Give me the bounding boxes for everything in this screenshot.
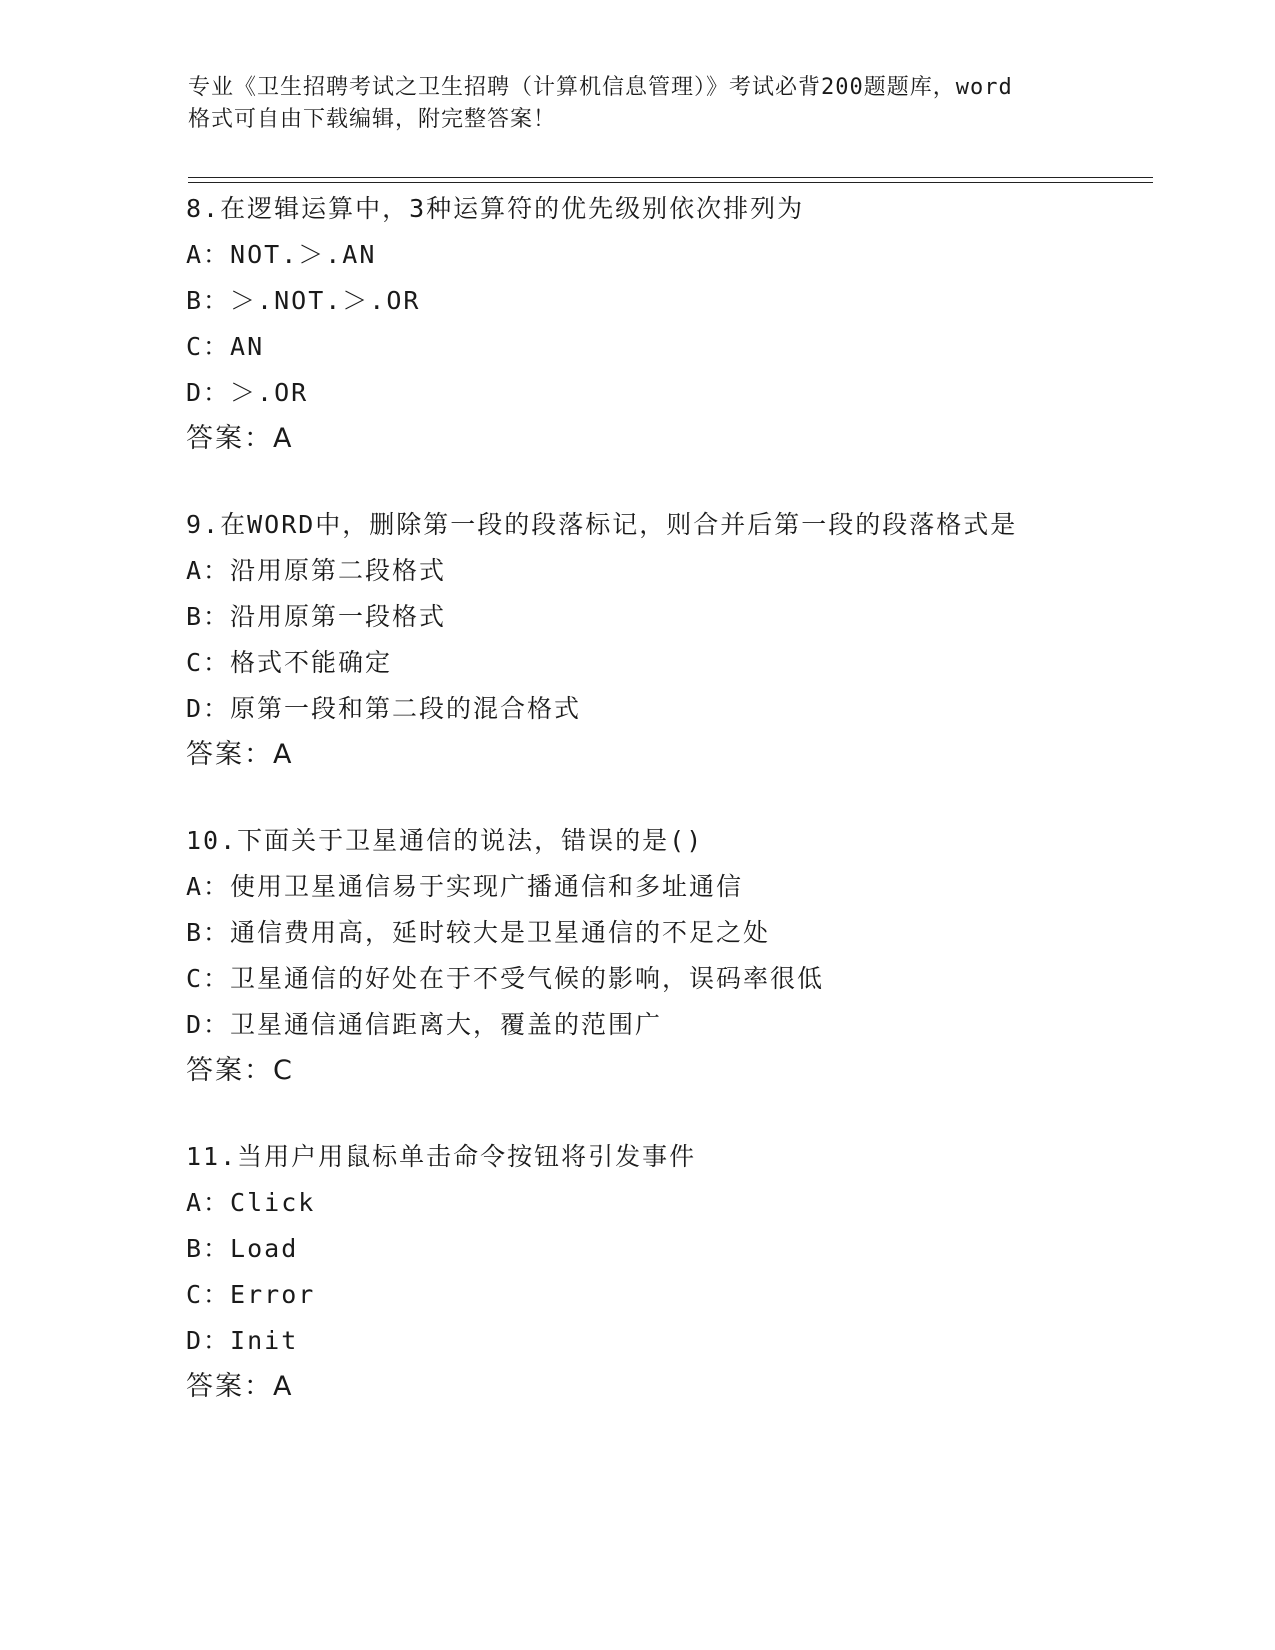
- option-a: A：使用卫星通信易于实现广播通信和多址通信: [186, 872, 744, 901]
- question-stem: 9.在WORD中，删除第一段的段落标记，则合并后第一段的段落格式是: [186, 510, 1018, 539]
- answer-label: 答案：: [186, 423, 273, 454]
- question-10: [186, 818, 1186, 1094]
- answer-value: A: [273, 423, 292, 454]
- answer-label: 答案：: [186, 1055, 273, 1086]
- answer-label: 答案：: [186, 739, 273, 770]
- header-divider-bottom: [188, 182, 1153, 183]
- option-b: B：Load: [186, 1234, 299, 1263]
- header-line-2: 格式可自由下载编辑，附完整答案！: [188, 107, 557, 132]
- option-b: B：沿用原第一段格式: [186, 602, 447, 631]
- option-d: D：原第一段和第二段的混合格式: [186, 694, 582, 723]
- option-c: C：AN: [186, 332, 265, 361]
- option-a: A：Click: [186, 1188, 316, 1217]
- option-b: B：＞.NOT.＞.OR: [186, 286, 421, 315]
- document-header: [188, 72, 1088, 136]
- answer-value: A: [273, 739, 292, 770]
- question-11: [186, 1134, 1186, 1410]
- header-divider-top: [188, 177, 1153, 178]
- header-line-1: 专业《卫生招聘考试之卫生招聘（计算机信息管理）》考试必背200题题库，word: [188, 75, 1013, 100]
- option-c: C：格式不能确定: [186, 648, 393, 677]
- answer-value: C: [273, 1055, 292, 1086]
- question-8: [186, 186, 1186, 462]
- question-stem: 10.下面关于卫星通信的说法，错误的是(): [186, 826, 704, 855]
- answer-line: [186, 1364, 1186, 1410]
- answer-value: A: [273, 1371, 292, 1402]
- option-d: D：＞.OR: [186, 378, 309, 407]
- option-a: A：沿用原第二段格式: [186, 556, 447, 585]
- answer-line: [186, 1048, 1186, 1094]
- option-c: C：卫星通信的好处在于不受气候的影响，误码率很低: [186, 964, 825, 993]
- answer-label: 答案：: [186, 1371, 273, 1402]
- option-b: B：通信费用高，延时较大是卫星通信的不足之处: [186, 918, 771, 947]
- option-c: C：Error: [186, 1280, 316, 1309]
- option-a: A：NOT.＞.AN: [186, 240, 377, 269]
- question-stem: 11.当用户用鼠标单击命令按钮将引发事件: [186, 1142, 697, 1171]
- option-d: D：Init: [186, 1326, 299, 1355]
- option-d: D：卫星通信通信距离大，覆盖的范围广: [186, 1010, 663, 1039]
- question-stem: 8.在逻辑运算中，3种运算符的优先级别依次排列为: [186, 194, 805, 223]
- answer-line: [186, 732, 1186, 778]
- question-9: [186, 502, 1186, 778]
- answer-line: [186, 416, 1186, 462]
